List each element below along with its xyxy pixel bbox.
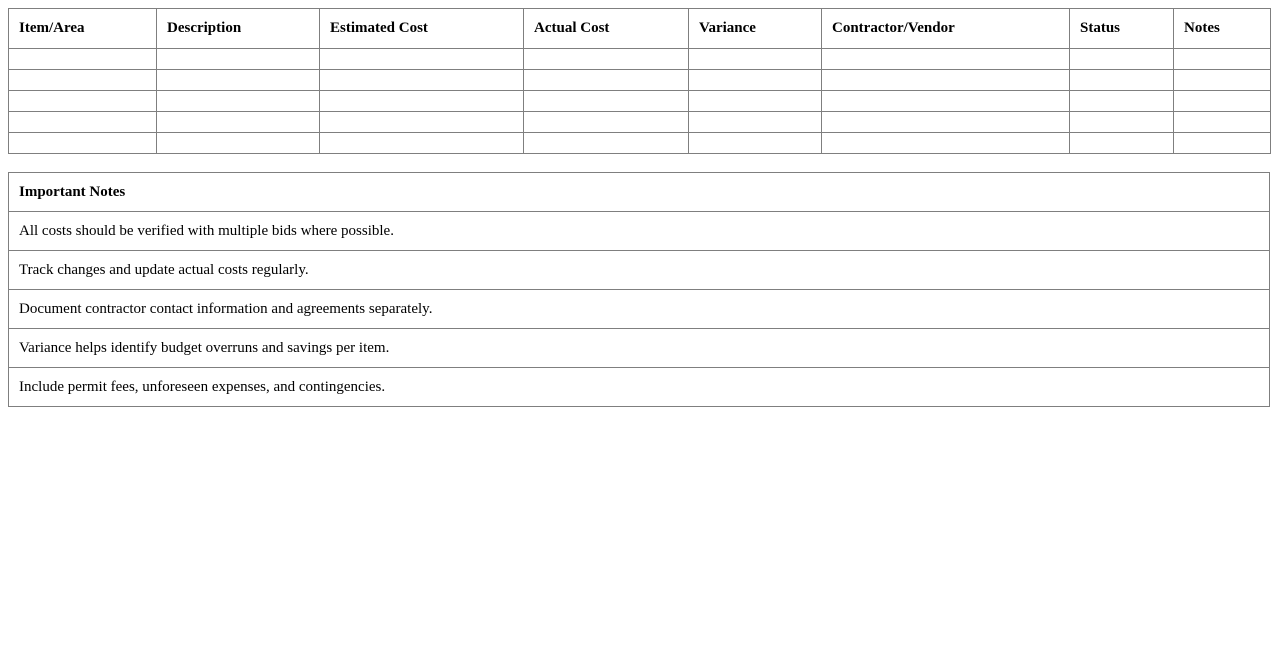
column-header-item-area: Item/Area: [9, 9, 157, 49]
table-cell: [1174, 91, 1271, 112]
table-cell: [320, 70, 524, 91]
budget-table: [8, 8, 1271, 154]
note-text: Variance helps identify budget overruns and savings per item.: [9, 329, 1270, 368]
table-cell: [1174, 49, 1271, 70]
table-cell: [822, 49, 1070, 70]
column-header-contractor-vendor: Contractor/Vendor: [822, 9, 1070, 49]
table-cell: [524, 91, 689, 112]
table-row: [9, 91, 1271, 112]
table-cell: [689, 70, 822, 91]
table-cell: [9, 70, 157, 91]
table-cell: [157, 133, 320, 154]
table-cell: [822, 133, 1070, 154]
table-cell: [9, 91, 157, 112]
table-row: [9, 49, 1271, 70]
table-cell: [524, 133, 689, 154]
table-cell: [157, 91, 320, 112]
table-cell: [524, 49, 689, 70]
document-body: [8, 8, 1270, 407]
notes-header-row: [9, 173, 1270, 212]
table-cell: [9, 112, 157, 133]
table-cell: [822, 91, 1070, 112]
table-row: [9, 133, 1271, 154]
table-cell: [1174, 112, 1271, 133]
table-cell: [9, 49, 157, 70]
table-cell: [1070, 112, 1174, 133]
table-cell: [822, 112, 1070, 133]
table-cell: [1070, 91, 1174, 112]
table-cell: [524, 112, 689, 133]
table-cell: [9, 133, 157, 154]
table-cell: [320, 112, 524, 133]
important-notes-table: [8, 172, 1270, 407]
column-header-notes: Notes: [1174, 9, 1271, 49]
table-row: [9, 112, 1271, 133]
note-text: Include permit fees, unforeseen expenses, and contingencies.: [9, 368, 1270, 407]
column-header-estimated-cost: Estimated Cost: [320, 9, 524, 49]
list-item: [9, 251, 1270, 290]
table-cell: [689, 133, 822, 154]
list-item: [9, 329, 1270, 368]
table-cell: [320, 49, 524, 70]
table-row: [9, 70, 1271, 91]
note-text: All costs should be verified with multiple bids where possible.: [9, 212, 1270, 251]
list-item: [9, 290, 1270, 329]
table-cell: [157, 49, 320, 70]
column-header-actual-cost: Actual Cost: [524, 9, 689, 49]
column-header-description: Description: [157, 9, 320, 49]
table-cell: [1070, 133, 1174, 154]
table-cell: [689, 91, 822, 112]
note-text: Track changes and update actual costs regularly.: [9, 251, 1270, 290]
column-header-status: Status: [1070, 9, 1174, 49]
table-cell: [320, 133, 524, 154]
table-cell: [1174, 70, 1271, 91]
list-item: [9, 368, 1270, 407]
table-header-row: [9, 9, 1271, 49]
table-cell: [1070, 49, 1174, 70]
table-cell: [1174, 133, 1271, 154]
column-header-variance: Variance: [689, 9, 822, 49]
table-cell: [157, 112, 320, 133]
table-cell: [157, 70, 320, 91]
list-item: [9, 212, 1270, 251]
note-text: Document contractor contact information and agreements separately.: [9, 290, 1270, 329]
table-cell: [689, 49, 822, 70]
table-cell: [320, 91, 524, 112]
table-cell: [1070, 70, 1174, 91]
table-cell: [822, 70, 1070, 91]
table-cell: [524, 70, 689, 91]
notes-heading: Important Notes: [9, 173, 1270, 212]
table-cell: [689, 112, 822, 133]
